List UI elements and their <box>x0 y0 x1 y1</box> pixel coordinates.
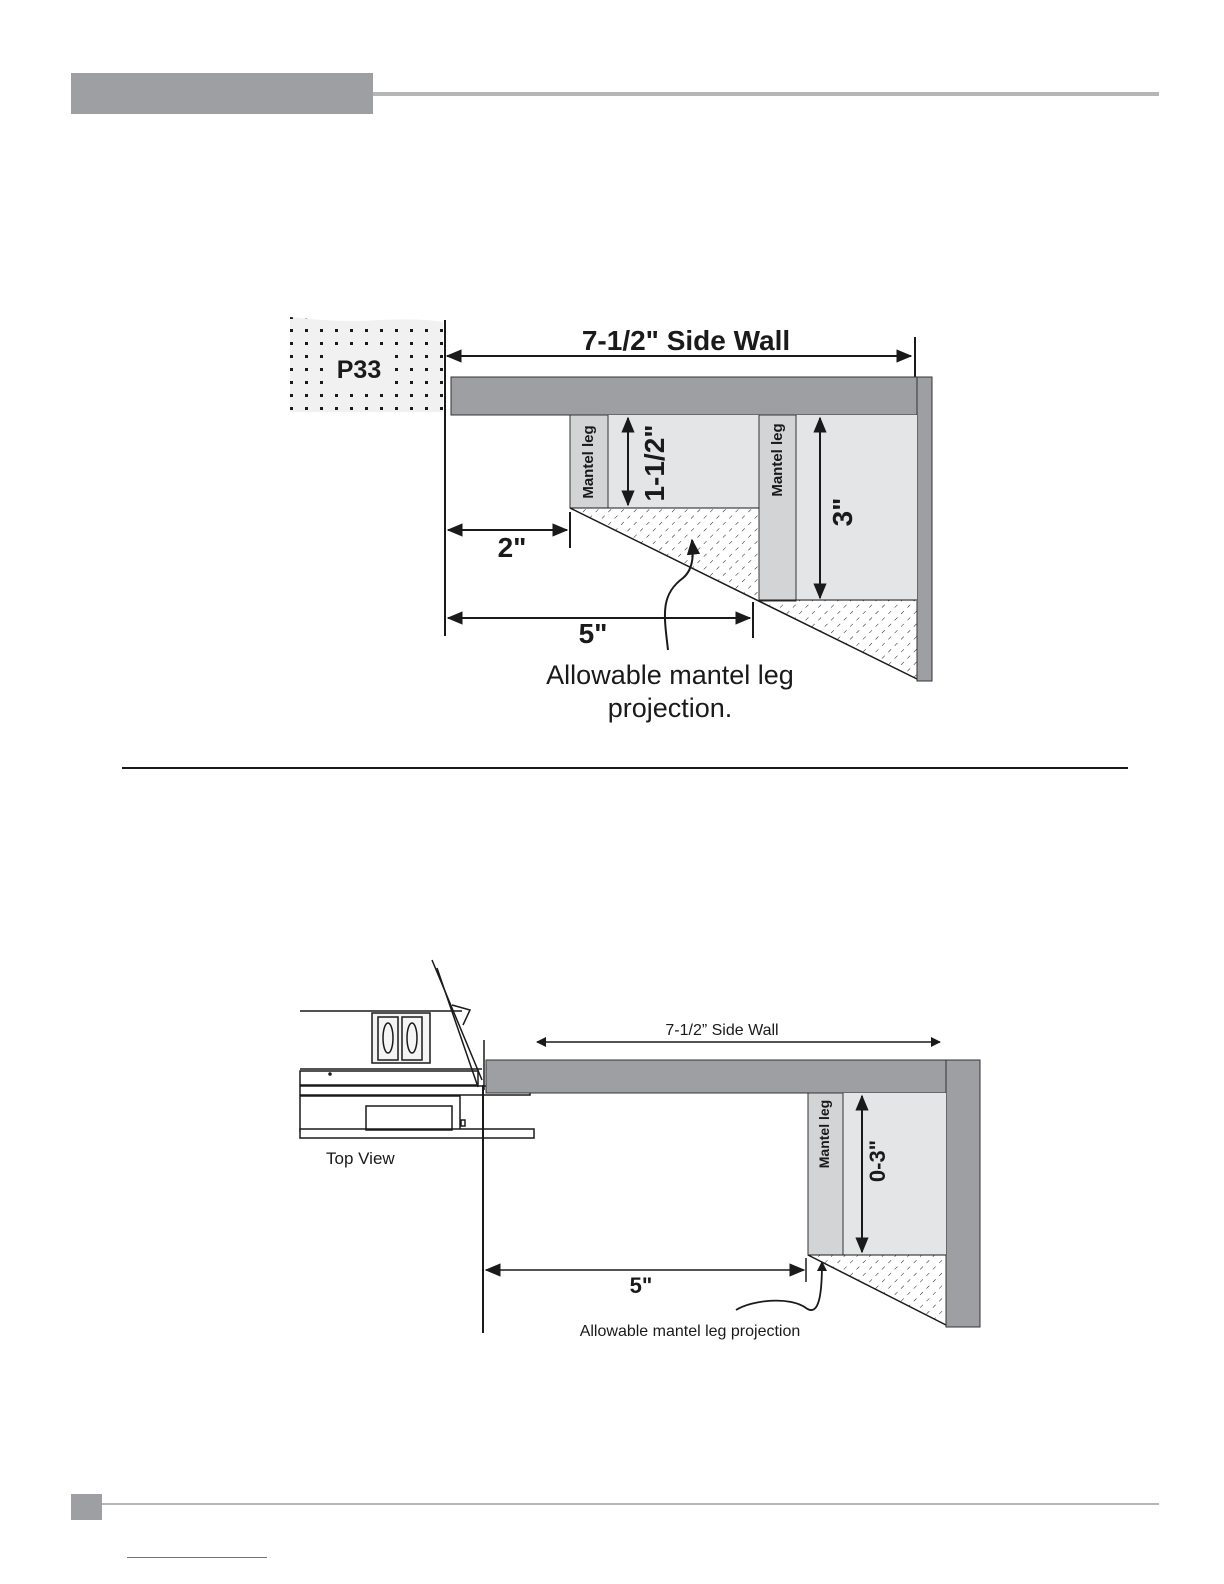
footer-rule <box>102 1503 1159 1505</box>
leg-3-label: Mantel leg <box>816 1099 832 1169</box>
top-view-label: Top View <box>326 1149 395 1168</box>
callout-note-line1: Allowable mantel leg <box>546 660 794 690</box>
dimension-5in-2-label: 5" <box>629 1273 653 1298</box>
dimension-2in-label: 2" <box>497 532 527 563</box>
leg-2-depth-label: 3" <box>827 497 858 527</box>
section-divider <box>122 767 1128 769</box>
callout-note-2: Allowable mantel leg projection <box>579 1323 801 1340</box>
fireplace-top-view <box>300 960 534 1138</box>
leg-1-depth-label: 1-1/2" <box>639 424 670 502</box>
callout-note-line2: projection. <box>607 693 733 723</box>
mantel-shelf <box>451 377 917 415</box>
side-wall-label: 7-1/2" Side Wall <box>581 325 791 356</box>
side-wall-2 <box>946 1060 980 1327</box>
p33-label: P33 <box>336 356 382 384</box>
mantel-shelf-2 <box>486 1060 946 1093</box>
leg-1-label: Mantel leg <box>580 425 597 499</box>
leg-3-depth-label: 0-3" <box>865 1139 890 1183</box>
side-wall-label-2: 7-1/2” Side Wall <box>665 1022 779 1039</box>
footer-page-tab <box>71 1494 102 1520</box>
side-wall <box>917 377 932 681</box>
dimension-5in-label: 5" <box>578 618 608 649</box>
diagram-2 <box>300 960 980 1340</box>
diagram-1 <box>290 317 932 723</box>
footer-link-underline[interactable] <box>127 1557 267 1558</box>
leg-2-label: Mantel leg <box>769 423 786 497</box>
callout-arrow-2 <box>736 1262 822 1310</box>
